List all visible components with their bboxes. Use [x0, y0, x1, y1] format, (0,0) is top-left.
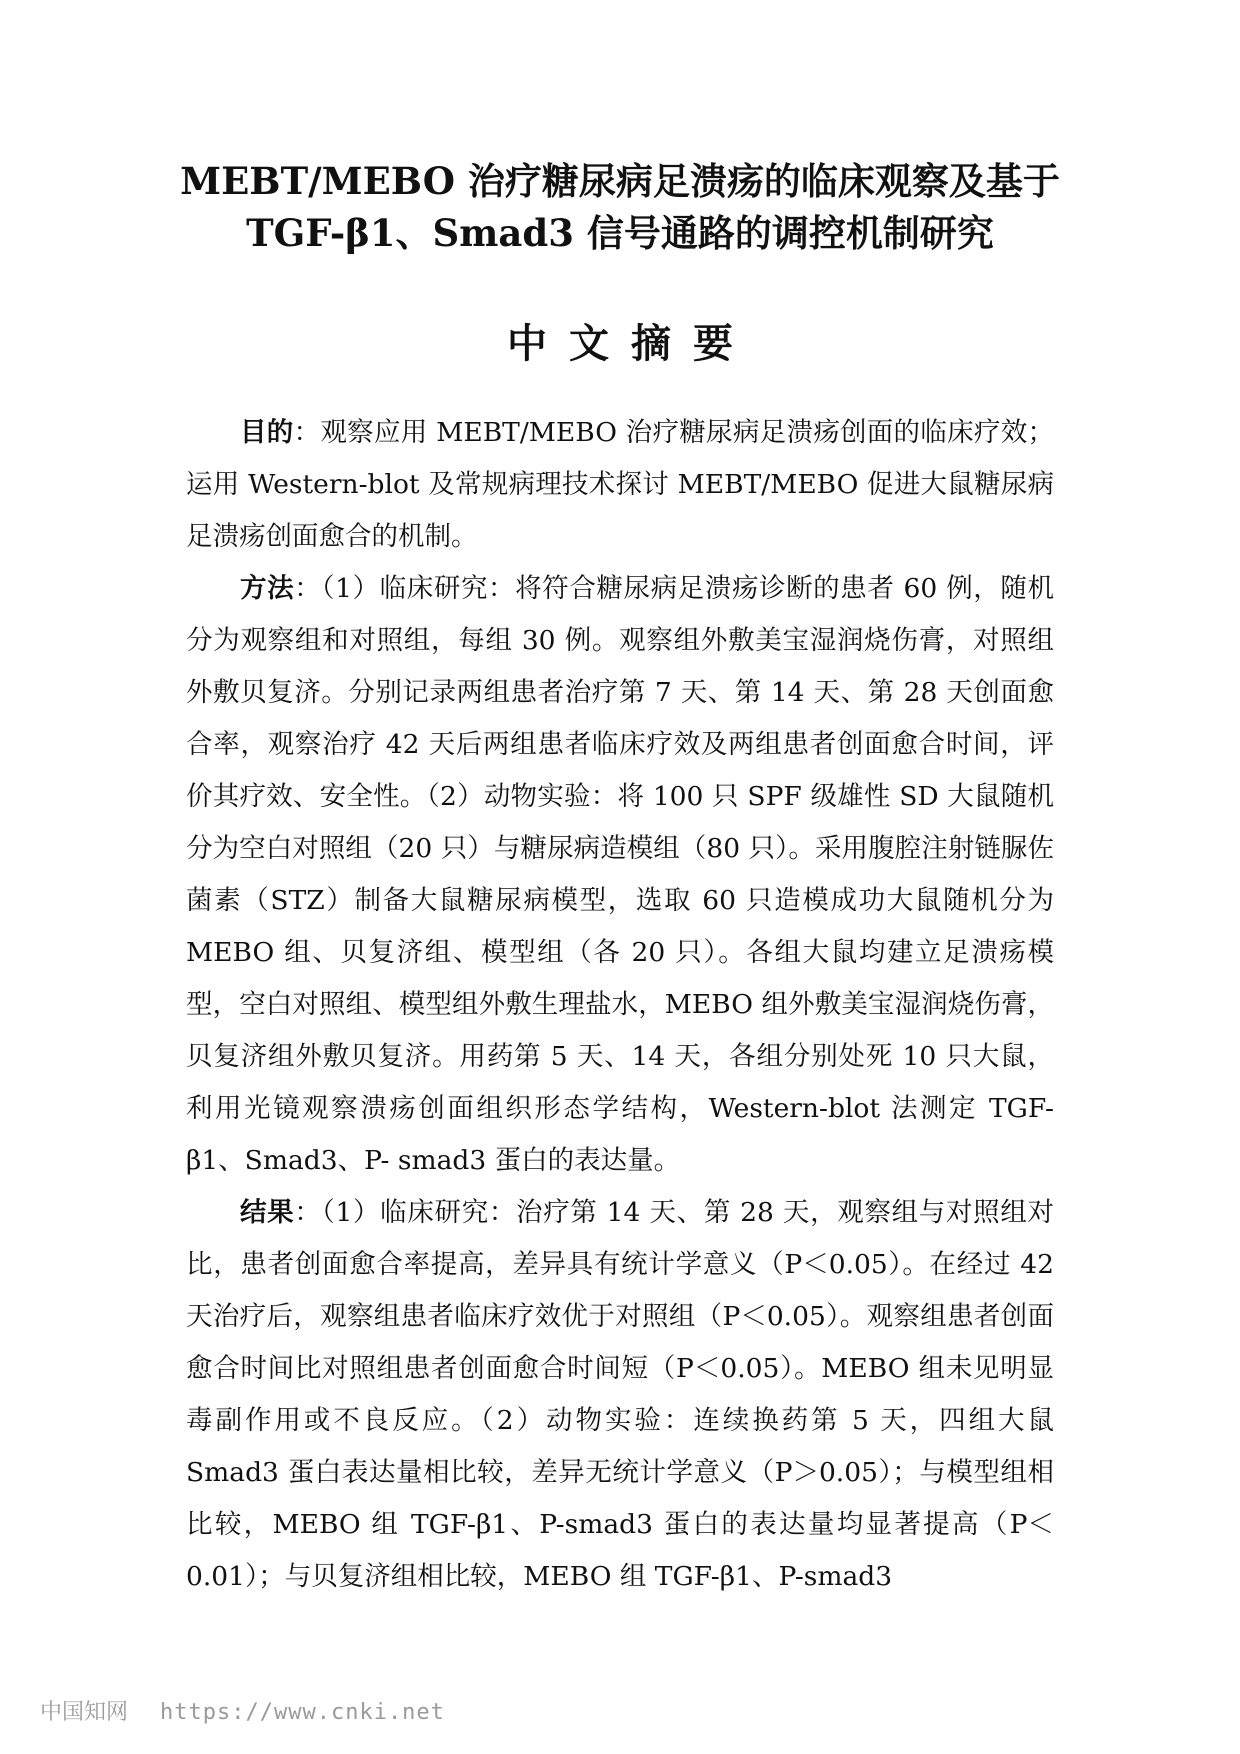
section-heading: 中文摘要	[507, 320, 755, 367]
paragraph-text: ：观察应用 MEBT/MEBO 治疗糖尿病足溃疡创面的临床疗效；运用 Western-blot 及常规病理技术探讨 MEBT/MEBO 促进大鼠糖尿病足溃疡创面愈合的机制。	[186, 417, 1054, 552]
page-footer	[40, 1695, 445, 1726]
paragraph-methods	[186, 563, 1054, 1187]
title-line-1: MEBT/MEBO 治疗糖尿病足溃疡的临床观察及基于	[180, 159, 1060, 203]
footer-url[interactable]: https://www.cnki.net	[160, 1700, 445, 1725]
footer-source: 中国知网	[40, 1700, 129, 1725]
title-line-2: TGF-β1、Smad3 信号通路的调控机制研究	[246, 211, 994, 255]
paragraph-label: 结果	[240, 1197, 295, 1228]
paragraph-text: ：（1）临床研究：将符合糖尿病足溃疡诊断的患者 60 例，随机分为观察组和对照组，每组 30 例。观察组外敷美宝湿润烧伤膏，对照组外敷贝复济。分别记录两组患者治疗第 7 天、第 14 天、第 28 天创面愈合率，观察治疗 42 天后两组患者临床疗效及两组患者创面愈合时间，评价其疗效、安全性。（2）动物实验：将 100 只 SPF 级雄性 SD 大鼠随机分为空白对照组（20 只）与糖尿病造模组（80 只）。采用腹腔注射链脲佐菌素（STZ）制备大鼠糖尿病模型，选取 60 只造模成功大鼠随机分为 MEBO 组、贝复济组、模型组（各 20 只）。各组大鼠均建立足溃疡模型，空白对照组、模型组外敷生理盐水，MEBO 组外敷美宝湿润烧伤膏，贝复济组外敷贝复济。用药第 5 天、14 天，各组分别处死 10 只大鼠，利用光镜观察溃疡创面组织形态学结构，Western-blot 法测定 TGF-β1、Smad3、P- smad3 蛋白的表达量。	[186, 573, 1054, 1176]
paragraph-label: 目的	[240, 417, 294, 448]
paragraph-text: ：（1）临床研究：治疗第 14 天、第 28 天，观察组与对照组对比，患者创面愈合率提高，差异具有统计学意义（P＜0.05）。在经过 42 天治疗后，观察组患者临床疗效优于对照组（P＜0.05）。观察组患者创面愈合时间比对照组患者创面愈合时间短（P＜0.05）。MEBO 组未见明显毒副作用或不良反应。（2）动物实验：连续换药第 5 天，四组大鼠 Smad3 蛋白表达量相比较，差异无统计学意义（P＞0.05）；与模型组相比较，MEBO 组 TGF-β1、P-smad3 蛋白的表达量均显著提高（P＜0.01）；与贝复济组相比较，MEBO 组 TGF-β1、P-smad3	[186, 1197, 1055, 1592]
paragraph-label: 方法	[240, 573, 295, 604]
paragraph-results	[186, 1187, 1054, 1603]
paragraph-objective	[186, 407, 1054, 563]
